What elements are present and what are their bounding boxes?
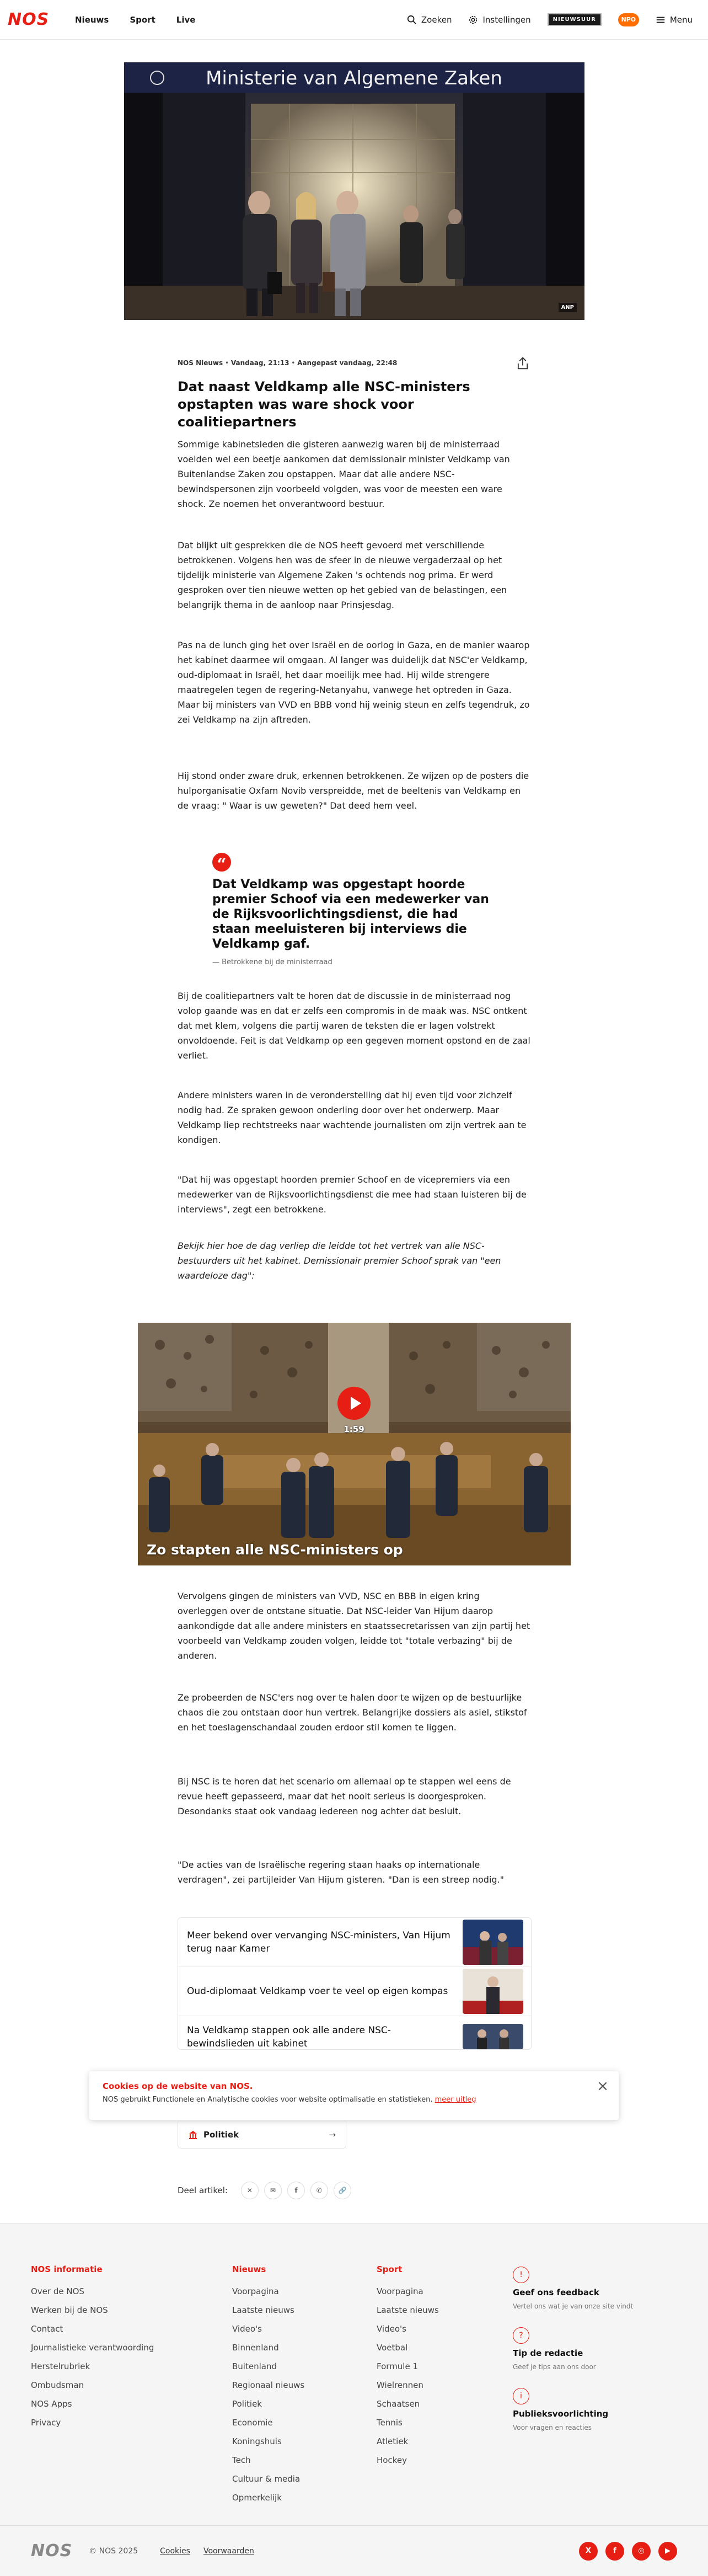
- settings-label: Instellingen: [482, 14, 531, 25]
- hero-sign-text: Ministerie van Algemene Zaken: [206, 67, 502, 89]
- related-article[interactable]: [178, 2016, 531, 2049]
- footer-link[interactable]: Atletiek: [377, 2436, 409, 2446]
- footer-link[interactable]: Laatste nieuws: [377, 2305, 439, 2315]
- instagram-icon[interactable]: ◎: [632, 2542, 651, 2561]
- footer-link[interactable]: Over de NOS: [31, 2286, 84, 2296]
- meta-separator-1: •: [223, 359, 231, 367]
- share-email-button[interactable]: [264, 2182, 282, 2199]
- related-article[interactable]: [178, 1918, 531, 1967]
- share-x-button[interactable]: [241, 2182, 259, 2199]
- video-title: Zo stapten alle NSC-ministers op: [147, 1542, 403, 1558]
- copyright: © NOS 2025: [89, 2546, 138, 2556]
- footer-link[interactable]: Politiek: [232, 2399, 262, 2409]
- topic-link-politiek[interactable]: [178, 2121, 346, 2149]
- footer-link[interactable]: Voetbal: [377, 2343, 408, 2353]
- menu-button[interactable]: [656, 15, 693, 25]
- footer-link[interactable]: Koningshuis: [232, 2436, 282, 2446]
- footer-link[interactable]: Video's: [377, 2324, 406, 2334]
- feedback-sub: Vertel ons wat je van onze site vindt: [513, 2302, 634, 2310]
- footer-link[interactable]: Ombudsman: [31, 2380, 84, 2390]
- menu-label: Menu: [669, 14, 693, 25]
- search-icon: [407, 15, 417, 25]
- email-icon: ✉: [270, 2187, 276, 2194]
- publieksvoorlichting-title: Publieksvoorlichting: [513, 2409, 609, 2419]
- paragraph: Andere ministers waren in de veronderstelling dat hij even tijd voor zichzelf nodig had. Ze spraken gewoon onderling door over het onderwerp. Maar Veldkamp liep rechtstreeks naar wachtende journalisten om zijn vertrek aan te kondigen.: [178, 1090, 527, 1145]
- x-icon: ✕: [246, 2187, 253, 2194]
- footer-link[interactable]: Voorpagina: [377, 2286, 423, 2296]
- footer-link[interactable]: Tennis: [377, 2418, 403, 2428]
- tip-link[interactable]: [513, 2327, 678, 2371]
- cookies-link[interactable]: Cookies: [160, 2546, 190, 2556]
- youtube-icon[interactable]: ▶: [658, 2542, 677, 2561]
- related-articles: [178, 1917, 532, 2050]
- gear-icon: [468, 15, 478, 25]
- whatsapp-icon: ✆: [316, 2187, 322, 2194]
- footer-col-title: NOS informatie: [31, 2264, 103, 2274]
- feedback-title: Geef ons feedback: [513, 2288, 599, 2297]
- related-thumbnail: [463, 2024, 523, 2049]
- paragraph: Pas na de lunch ging het over Israël en de oorlog in Gaza, en de manier waarop het kabinet daarmee wil omgaan. Al langer was duidelijk dat NSC'er Veldkamp, oud-diplomaat in Israël, het daar moeilijk mee had. Hij wilde strengere maatregelen tegen de regering-Netanyahu, vanwege het optreden in Gaza. Maar bij ministers van VVD en BBB vond hij weinig steun en zelfs tegendruk, zo zei Veldkamp na zijn aftreden.: [178, 640, 530, 725]
- cookie-more-link[interactable]: meer uitleg: [435, 2096, 476, 2104]
- paragraph: Ze probeerden de NSC'ers nog over te halen door te wijzen op de bestuurlijke chaos die zou ontstaan door hun vertrek. Belangrijke dossiers als asiel, stikstof en het toeslagenschandaal zouden erdoor stil komen te liggen.: [178, 1692, 527, 1733]
- terms-link[interactable]: Voorwaarden: [203, 2546, 254, 2556]
- footer-social: [579, 2542, 677, 2561]
- publieksvoorlichting-sub: Voor vragen en reacties: [513, 2424, 592, 2431]
- nav-sport[interactable]: Sport: [130, 14, 155, 25]
- header-actions: [407, 13, 693, 26]
- building-icon: [188, 2130, 198, 2140]
- footer-link[interactable]: Cultuur & media: [232, 2474, 301, 2484]
- footer-link[interactable]: Economie: [232, 2418, 273, 2428]
- paragraph: Bij NSC is te horen dat het scenario om allemaal op te stappen wel eens de revue heeft gepasseerd, maar dat het nooit serieus is doorgesproken. Desondanks staat ook vandaag iedereen nog achter dat besluit.: [178, 1776, 511, 1816]
- cookie-description: NOS gebruikt Functionele en Analytische cookies voor website optimalisatie en statistieken.: [103, 2096, 433, 2104]
- lightbulb-icon: ?: [513, 2327, 529, 2344]
- cookie-banner: [89, 2071, 619, 2120]
- footer-col-sport: [377, 2264, 439, 2470]
- share-link-button[interactable]: [334, 2182, 351, 2199]
- feedback-icon: !: [513, 2267, 529, 2283]
- npo-logo[interactable]: NPO: [618, 13, 639, 26]
- paragraph: "Dat hij was opgestapt hoorden premier Schoof en de vicepremiers via een medewerker van de Rijksvoorlichtingsdienst die mee had staan luisteren bij de interviews", zegt een betrokkene.: [178, 1174, 527, 1215]
- related-article-title: Meer bekend over vervanging NSC-ministers, Van Hijum terug naar Kamer: [187, 1930, 450, 1954]
- footer-col-title: Sport: [377, 2264, 403, 2274]
- article-title: Dat naast Veldkamp alle NSC-ministers opstapten was ware shock voor coalitiepartners: [178, 379, 470, 430]
- share-facebook-button[interactable]: [287, 2182, 305, 2199]
- footer-link[interactable]: Formule 1: [377, 2361, 418, 2371]
- quote-icon: “: [212, 853, 231, 872]
- main-nav: [75, 15, 195, 25]
- nav-live[interactable]: Live: [176, 14, 196, 25]
- footer-link[interactable]: Video's: [232, 2324, 262, 2334]
- nav-nieuws[interactable]: Nieuws: [75, 14, 109, 25]
- facebook-icon: f: [294, 2187, 298, 2194]
- footer-bottom: [0, 2525, 708, 2576]
- footer-link[interactable]: Hockey: [377, 2455, 407, 2465]
- footer-link[interactable]: Herstelrubriek: [31, 2361, 90, 2371]
- share-label: Deel artikel:: [178, 2185, 228, 2195]
- footer-link[interactable]: NOS Apps: [31, 2399, 72, 2409]
- settings-button[interactable]: [468, 15, 530, 25]
- paragraph: Dat blijkt uit gesprekken die de NOS heeft gevoerd met verschillende betrokkenen. Volgens hen was de sfeer in de nieuwe vergaderzaal op het tijdelijk ministerie van Algemene Zaken 's ochtends nog prima. Er werd gesproken over tien nieuwe wetten op het gebied van de belastingen, een belangrijk thema in de aanloop naar Prinsjesdag.: [178, 540, 507, 610]
- topic-label: Politiek: [203, 2130, 239, 2140]
- nos-logo[interactable]: NOS: [8, 10, 50, 29]
- footer-link[interactable]: Buitenland: [232, 2361, 277, 2371]
- footer-col-nieuws: [232, 2264, 304, 2507]
- footer-link[interactable]: Werken bij de NOS: [31, 2305, 108, 2315]
- link-icon: 🔗: [338, 2187, 347, 2194]
- related-thumbnail: [463, 1920, 523, 1965]
- hamburger-icon: [656, 15, 666, 25]
- footer-link[interactable]: Voorpagina: [232, 2286, 279, 2296]
- share-row: [178, 2182, 351, 2199]
- footer-link[interactable]: Regionaal nieuws: [232, 2380, 305, 2390]
- video-intro: Bekijk hier hoe de dag verliep die leidde tot het vertrek van alle NSC-bestuurders uit het kabinet. Demissionair premier Schoof sprak van "een waardeloze dag":: [178, 1241, 501, 1281]
- article-updated: Aangepast vandaag, 22:48: [297, 359, 398, 367]
- share-whatsapp-button[interactable]: [310, 2182, 328, 2199]
- footer-link[interactable]: Wielrennen: [377, 2380, 423, 2390]
- footer-link[interactable]: Opmerkelijk: [232, 2493, 282, 2503]
- footer-col-nos-informatie: [31, 2264, 154, 2432]
- site-footer: [0, 2223, 708, 2576]
- footer-link[interactable]: Schaatsen: [377, 2399, 420, 2409]
- footer-feedback: [513, 2267, 678, 2449]
- meta-separator-2: •: [289, 359, 298, 367]
- paragraph: Bij de coalitiepartners valt te horen dat de discussie in de ministerraad nog volop gaande was en dat er zelfs een compromis in de maak was. NSC ontkent dat met klem, volgens die partij waren de teksten die er lagen volstrekt onvoldoende. Feit is dat Veldkamp op een gegeven moment opstond en de zaal verliet.: [178, 991, 530, 1061]
- footer-link[interactable]: Binnenland: [232, 2343, 279, 2353]
- footer-link[interactable]: Contact: [31, 2324, 63, 2334]
- play-button[interactable]: [337, 1387, 371, 1434]
- video-player[interactable]: [138, 1323, 571, 1565]
- hero-photo: [124, 62, 584, 320]
- footer-link[interactable]: Journalistieke verantwoording: [31, 2343, 154, 2353]
- footer-link[interactable]: Privacy: [31, 2418, 61, 2428]
- pull-quote: [212, 853, 499, 966]
- share-icon[interactable]: [515, 356, 530, 371]
- video-thumbnail: [138, 1323, 571, 1565]
- play-icon: [337, 1387, 371, 1420]
- arrow-right-icon: →: [329, 2130, 336, 2140]
- facebook-icon[interactable]: f: [605, 2542, 624, 2561]
- photo-credit: ANP: [559, 303, 577, 312]
- search-button[interactable]: [407, 15, 452, 25]
- publieksvoorlichting-link[interactable]: [513, 2388, 678, 2432]
- article-published: Vandaag, 21:13: [230, 359, 289, 367]
- video-duration: 1:59: [344, 1424, 364, 1434]
- info-icon: i: [513, 2388, 529, 2404]
- footer-link[interactable]: Tech: [232, 2455, 251, 2465]
- quote-text: Dat Veldkamp was opgestapt hoorde premier Schoof via een medewerker van de Rijksvoorlichtingsdienst, die had staan meeluisteren bij interviews die Veldkamp gaf.: [212, 878, 489, 951]
- related-thumbnail: [463, 1969, 523, 2014]
- x-icon[interactable]: X: [579, 2542, 598, 2561]
- footer-col-title: Nieuws: [232, 2264, 266, 2274]
- paragraph: "De acties van de Israëlische regering staan haaks op internationale verdragen", zei partijleider Van Hijum gisteren. "Dan is een streep nodig.": [178, 1859, 504, 1885]
- footer-link[interactable]: Laatste nieuws: [232, 2305, 294, 2315]
- cookie-text: [103, 2096, 605, 2104]
- paragraph: Hij stond onder zware druk, erkennen betrokkenen. Ze wijzen op de posters die hulporganisatie Oxfam Novib verspreidde, met de beeltenis van Veldkamp en de vraag: " Waar is uw geweten?" Dat deed hem veel.: [178, 771, 529, 811]
- article-meta: [178, 359, 530, 367]
- related-article-title: Oud-diplomaat Veldkamp voer te veel op eigen kompas: [187, 1986, 448, 1997]
- paragraph: Sommige kabinetsleden die gisteren aanwezig waren bij de ministerraad voelden wel een beetje aankomen dat demissionair minister Veldkamp van Buitenlandse Zaken zou opstappen. Maar dat alle andere NSC-bewindspersonen zijn voorbeeld volgden, was voor de meesten een ware shock. Ze noemen het onverantwoord bestuur.: [178, 439, 510, 509]
- site-header: [0, 0, 708, 40]
- related-article-title: Na Veldkamp stappen ook alle andere NSC-bewindslieden uit kabinet: [187, 2025, 391, 2049]
- tip-sub: Geef je tips aan ons door: [513, 2363, 596, 2371]
- hero-image: [124, 62, 584, 320]
- article-source: NOS Nieuws: [178, 359, 223, 367]
- footer-nos-logo[interactable]: NOS: [31, 2541, 73, 2561]
- feedback-link[interactable]: [513, 2267, 678, 2311]
- paragraph: Vervolgens gingen de ministers van VVD, NSC en BBB in eigen kring overleggen over de ontstane situatie. Dat NSC-leider Van Hijum daarop aankondigde dat alle andere ministers en staatssecretarissen van zijn partij het voorbeeld van Veldkamp zouden volgen, leidde tot "totale verbazing" bij de anderen.: [178, 1591, 530, 1661]
- search-label: Zoeken: [421, 14, 452, 25]
- cookie-title: Cookies op de website van NOS.: [103, 2081, 253, 2091]
- close-icon[interactable]: ×: [597, 2078, 609, 2094]
- quote-source: — Betrokkene bij de ministerraad: [212, 958, 332, 966]
- nieuwsuur-logo[interactable]: NIEUWSUUR: [548, 13, 602, 26]
- tip-title: Tip de redactie: [513, 2348, 583, 2358]
- related-article[interactable]: [178, 1967, 531, 2016]
